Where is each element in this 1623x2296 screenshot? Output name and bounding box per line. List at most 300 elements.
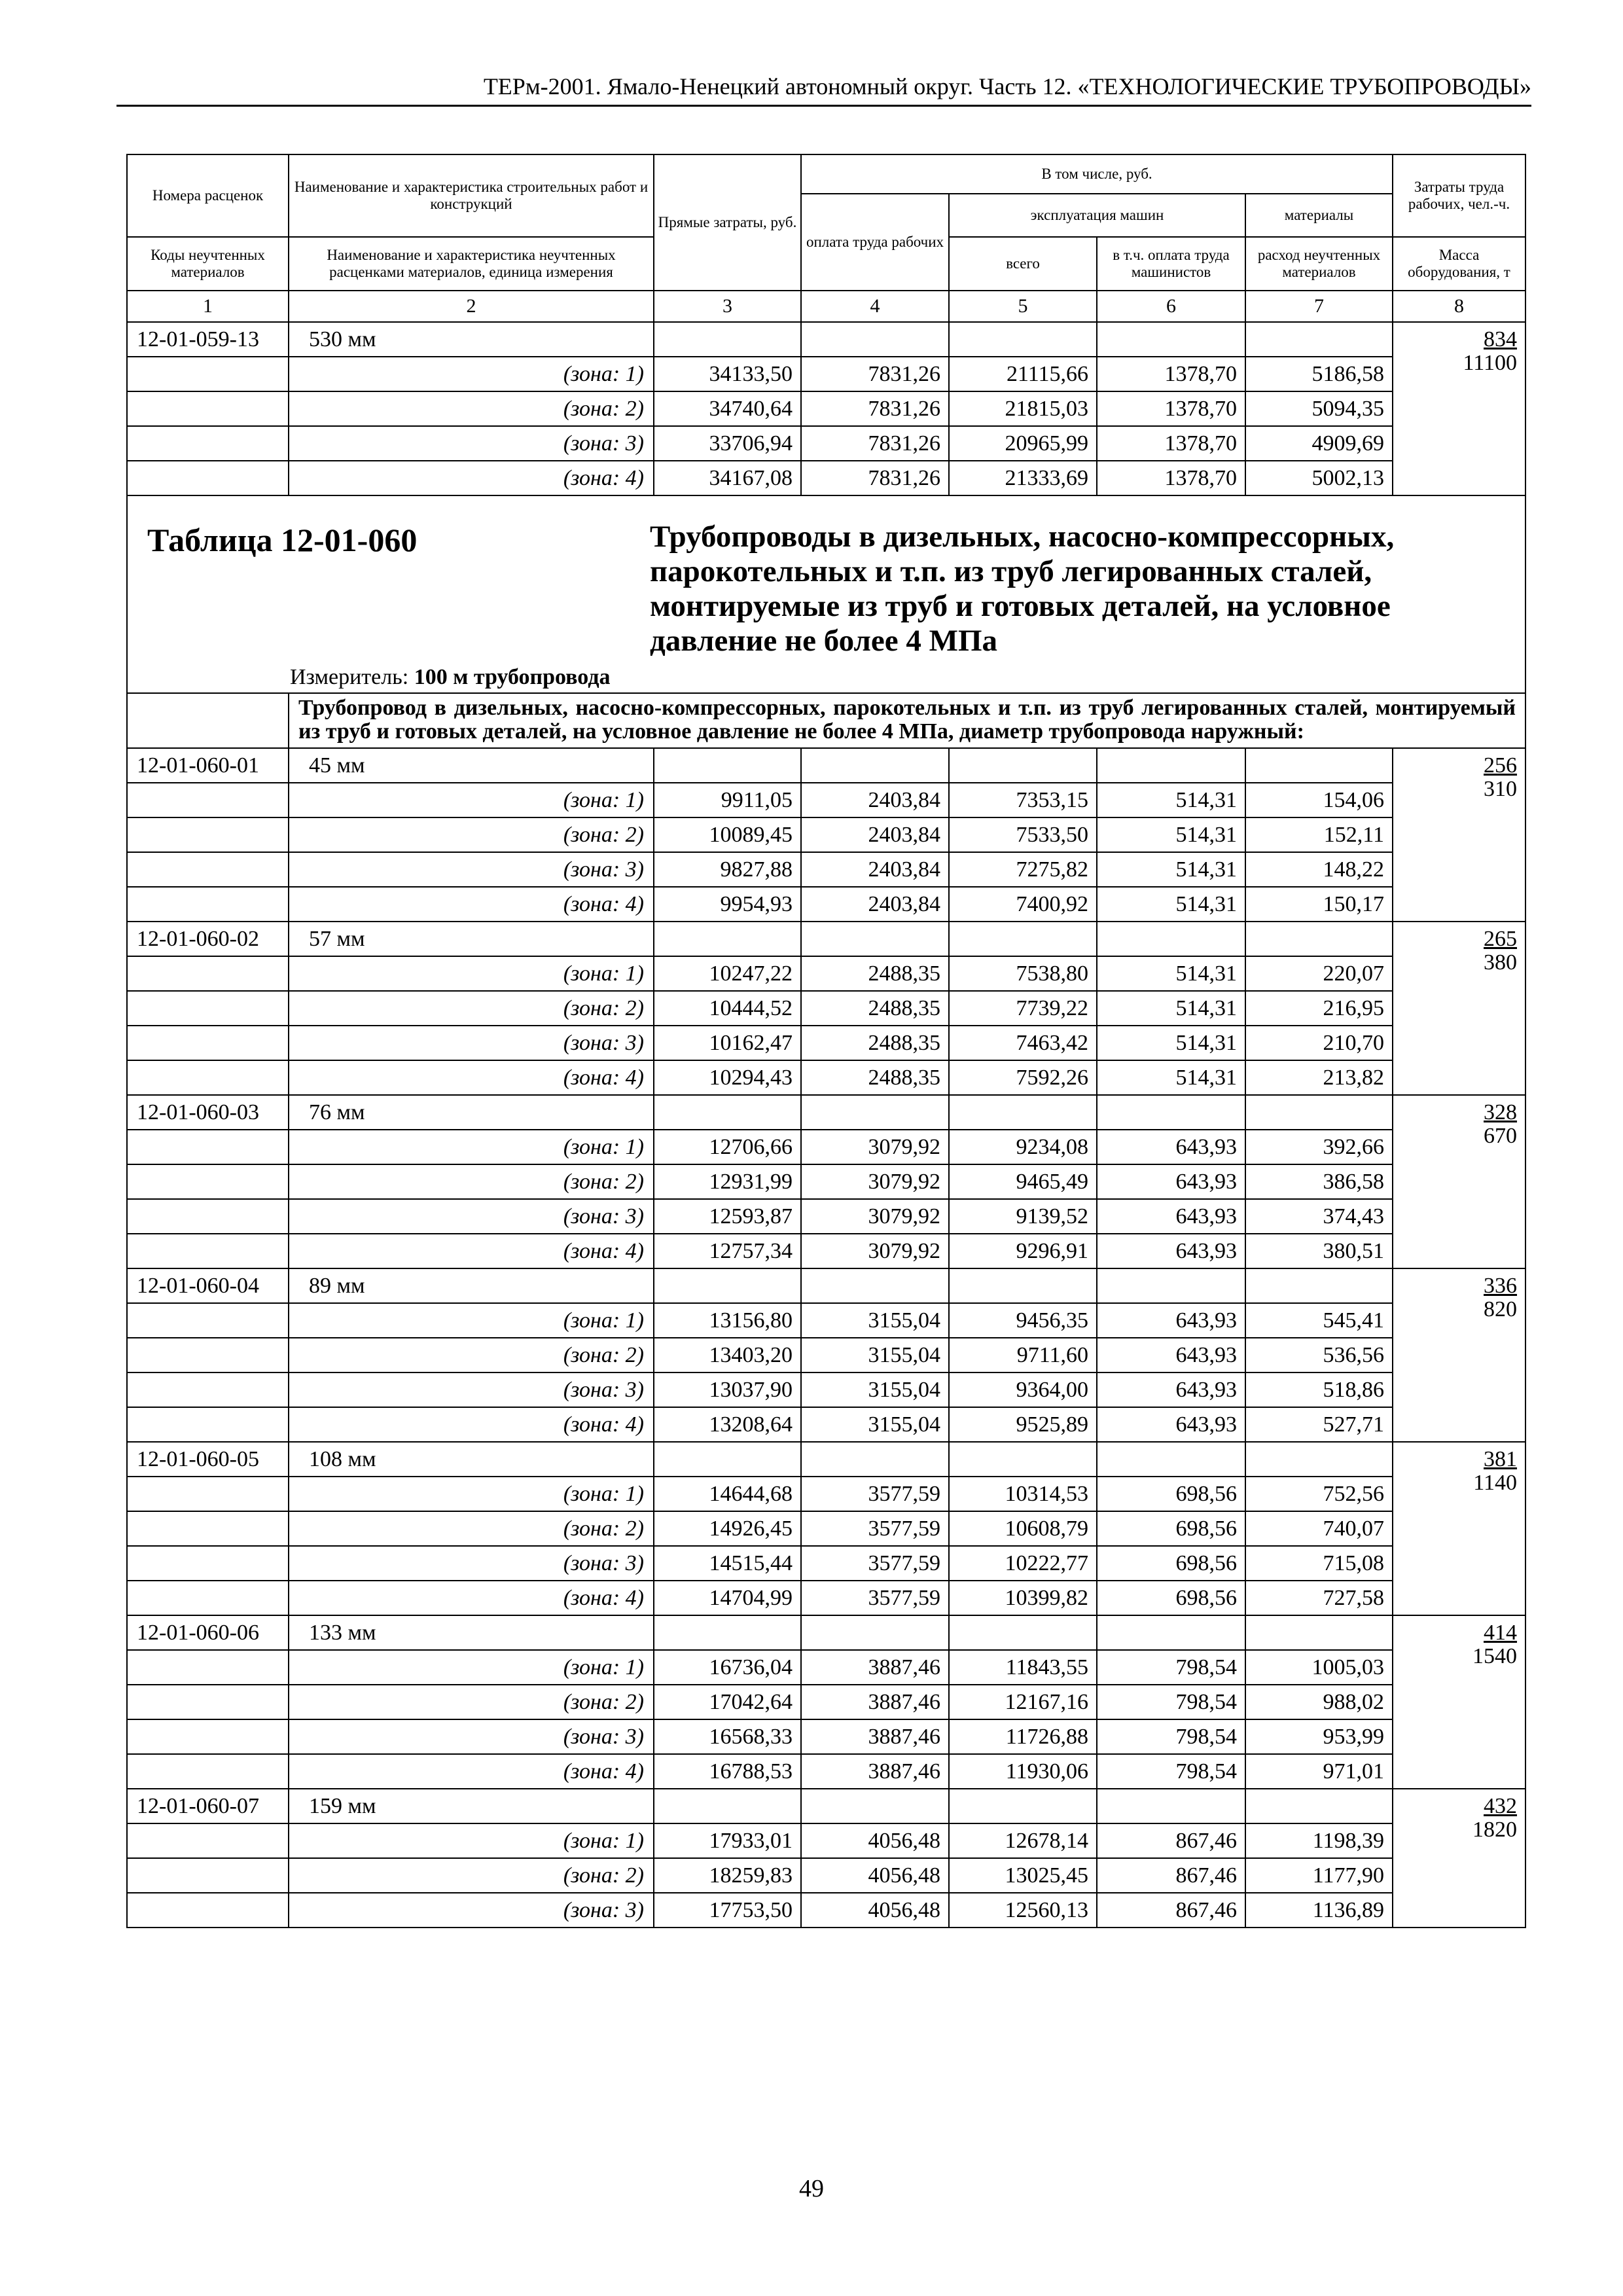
cost-value: 698,56	[1097, 1581, 1245, 1615]
labor-cost-value: 328	[1484, 1100, 1518, 1124]
labor-cost-value: 265	[1484, 927, 1518, 951]
cost-value: 3887,46	[801, 1719, 949, 1754]
empty-cell	[949, 1442, 1097, 1477]
cost-value: 5094,35	[1245, 391, 1393, 426]
cost-value: 34167,08	[654, 461, 801, 495]
empty-cell	[127, 783, 289, 817]
cost-value: 21115,66	[949, 357, 1097, 391]
empty-cell	[1245, 1789, 1393, 1823]
empty-cell	[127, 1407, 289, 1442]
cost-value: 514,31	[1097, 991, 1245, 1026]
empty-cell	[1097, 1268, 1245, 1303]
cost-value: 514,31	[1097, 1060, 1245, 1095]
cost-value: 643,93	[1097, 1372, 1245, 1407]
cost-value: 643,93	[1097, 1130, 1245, 1164]
empty-cell	[1097, 748, 1245, 783]
cost-value: 727,58	[1245, 1581, 1393, 1615]
cost-value: 12167,16	[949, 1685, 1097, 1719]
cost-value: 10608,79	[949, 1511, 1097, 1546]
empty-cell	[949, 1268, 1097, 1303]
unit-of-measure	[290, 665, 611, 690]
cost-value: 698,56	[1097, 1546, 1245, 1581]
rate-name: 159 мм	[289, 1789, 654, 1823]
rate-row	[127, 1789, 1525, 1823]
cost-value: 7463,42	[949, 1026, 1097, 1060]
header-unaccounted-materials: расход неучтенных материалов	[1245, 237, 1393, 291]
cost-value: 3887,46	[801, 1685, 949, 1719]
empty-cell	[127, 1581, 289, 1615]
cost-value: 12593,87	[654, 1199, 801, 1234]
cost-value: 867,46	[1097, 1823, 1245, 1858]
empty-cell	[654, 1268, 801, 1303]
labor-cost-value: 834	[1484, 327, 1518, 351]
cost-value: 4056,48	[801, 1893, 949, 1928]
labor-and-mass	[1393, 922, 1525, 1095]
rate-code: 12-01-060-07	[127, 1789, 289, 1823]
cost-value: 3079,92	[801, 1199, 949, 1234]
cost-value: 1177,90	[1245, 1858, 1393, 1893]
zone-row	[127, 426, 1525, 461]
labor-and-mass	[1393, 1442, 1525, 1615]
zone-row	[127, 1130, 1525, 1164]
cost-value: 7831,26	[801, 391, 949, 426]
cost-value: 10089,45	[654, 817, 801, 852]
header-labor-cost: Затраты труда рабочих, чел.-ч.	[1393, 154, 1525, 237]
cost-value: 3155,04	[801, 1372, 949, 1407]
cost-value: 7592,26	[949, 1060, 1097, 1095]
cost-value: 643,93	[1097, 1199, 1245, 1234]
rate-row	[127, 1268, 1525, 1303]
cost-value: 1378,70	[1097, 426, 1245, 461]
equipment-mass-value: 670	[1484, 1124, 1518, 1148]
zone-label: (зона: 4)	[289, 1754, 654, 1789]
cost-value: 7400,92	[949, 887, 1097, 922]
unit-value: 100 м трубопровода	[414, 665, 611, 689]
equipment-mass-value: 11100	[1463, 351, 1518, 375]
cost-value: 643,93	[1097, 1234, 1245, 1268]
cost-value: 14926,45	[654, 1511, 801, 1546]
labor-cost-value: 256	[1484, 753, 1518, 778]
empty-cell	[127, 852, 289, 887]
zone-label: (зона: 3)	[289, 1893, 654, 1928]
zone-row	[127, 1754, 1525, 1789]
cost-value: 12757,34	[654, 1234, 801, 1268]
rate-row	[127, 1095, 1525, 1130]
cost-value: 18259,83	[654, 1858, 801, 1893]
empty-cell	[127, 887, 289, 922]
group-description: Трубопровод в дизельных, насосно-компрессорных, парокотельных и т.п. из труб легированных сталей, монтируемый из труб и готовых деталей, на условное давление не более 4 МПа, диаметр трубопровода наружный:	[289, 693, 1525, 748]
header-rate-numbers: Номера расценок	[127, 154, 289, 237]
cost-value: 798,54	[1097, 1685, 1245, 1719]
column-number: 4	[801, 291, 949, 322]
cost-value: 4056,48	[801, 1823, 949, 1858]
cost-value: 3887,46	[801, 1650, 949, 1685]
zone-label: (зона: 2)	[289, 817, 654, 852]
empty-cell	[801, 1268, 949, 1303]
empty-cell	[127, 1858, 289, 1893]
cost-value: 9364,00	[949, 1372, 1097, 1407]
cost-value: 10399,82	[949, 1581, 1097, 1615]
cost-value: 9827,88	[654, 852, 801, 887]
empty-cell	[127, 1303, 289, 1338]
rate-name: 76 мм	[289, 1095, 654, 1130]
zone-row	[127, 1893, 1525, 1928]
header-direct-costs: Прямые затраты, руб.	[654, 154, 801, 291]
cost-value: 9296,91	[949, 1234, 1097, 1268]
cost-value: 13037,90	[654, 1372, 801, 1407]
cost-value: 1378,70	[1097, 391, 1245, 426]
empty-cell	[127, 1338, 289, 1372]
cost-value: 2488,35	[801, 1026, 949, 1060]
zone-label: (зона: 3)	[289, 1372, 654, 1407]
cost-value: 3155,04	[801, 1407, 949, 1442]
cost-value: 34740,64	[654, 391, 801, 426]
empty-cell	[949, 922, 1097, 956]
cost-value: 11726,88	[949, 1719, 1097, 1754]
header-machines: эксплуатация машин	[949, 194, 1245, 237]
rate-name: 89 мм	[289, 1268, 654, 1303]
cost-value: 698,56	[1097, 1477, 1245, 1511]
page-number: 49	[799, 2175, 824, 2202]
cost-value: 3155,04	[801, 1338, 949, 1372]
rate-row	[127, 1615, 1525, 1650]
cost-value: 3079,92	[801, 1164, 949, 1199]
zone-row	[127, 1685, 1525, 1719]
cost-value: 10444,52	[654, 991, 801, 1026]
cost-value: 10222,77	[949, 1546, 1097, 1581]
empty-cell	[127, 426, 289, 461]
cost-value: 34133,50	[654, 357, 801, 391]
zone-label: (зона: 1)	[289, 1650, 654, 1685]
labor-cost-value: 432	[1484, 1794, 1518, 1818]
empty-cell	[1245, 922, 1393, 956]
cost-value: 21333,69	[949, 461, 1097, 495]
zone-row	[127, 1234, 1525, 1268]
zone-label: (зона: 2)	[289, 1164, 654, 1199]
empty-cell	[127, 1546, 289, 1581]
zone-row	[127, 956, 1525, 991]
zone-label: (зона: 3)	[289, 1199, 654, 1234]
cost-value: 2403,84	[801, 887, 949, 922]
cost-value: 2488,35	[801, 1060, 949, 1095]
empty-cell	[127, 1685, 289, 1719]
table-title-cell	[127, 495, 1525, 693]
cost-value: 386,58	[1245, 1164, 1393, 1199]
cost-value: 13403,20	[654, 1338, 801, 1372]
empty-cell	[949, 1789, 1097, 1823]
cost-value: 2488,35	[801, 956, 949, 991]
cost-value: 213,82	[1245, 1060, 1393, 1095]
labor-and-mass	[1393, 1615, 1525, 1789]
rate-name: 133 мм	[289, 1615, 654, 1650]
cost-value: 536,56	[1245, 1338, 1393, 1372]
zone-label: (зона: 3)	[289, 852, 654, 887]
empty-cell	[801, 1789, 949, 1823]
zone-label: (зона: 4)	[289, 1060, 654, 1095]
zone-row	[127, 1199, 1525, 1234]
cost-value: 16736,04	[654, 1650, 801, 1685]
empty-cell	[127, 817, 289, 852]
rate-row	[127, 922, 1525, 956]
cost-value: 9954,93	[654, 887, 801, 922]
rate-code: 12-01-060-01	[127, 748, 289, 783]
empty-cell	[1097, 922, 1245, 956]
cost-value: 715,08	[1245, 1546, 1393, 1581]
equipment-mass-value: 310	[1484, 777, 1518, 801]
zone-row	[127, 357, 1525, 391]
table-title-row	[127, 495, 1525, 693]
cost-value: 14515,44	[654, 1546, 801, 1581]
labor-and-mass	[1393, 748, 1525, 922]
cost-value: 9711,60	[949, 1338, 1097, 1372]
cost-value: 5002,13	[1245, 461, 1393, 495]
zone-label: (зона: 3)	[289, 1546, 654, 1581]
zone-row	[127, 1511, 1525, 1546]
empty-cell	[127, 1130, 289, 1164]
zone-label: (зона: 2)	[289, 1858, 654, 1893]
empty-cell	[127, 1060, 289, 1095]
cost-value: 7533,50	[949, 817, 1097, 852]
zone-label: (зона: 1)	[289, 1477, 654, 1511]
labor-and-mass	[1393, 1095, 1525, 1268]
labor-and-mass	[1393, 322, 1525, 495]
empty-cell	[1245, 1442, 1393, 1477]
empty-cell	[1097, 1442, 1245, 1477]
column-number: 1	[127, 291, 289, 322]
header-machines-total: всего	[949, 237, 1097, 291]
rate-code: 12-01-060-02	[127, 922, 289, 956]
cost-value: 21815,03	[949, 391, 1097, 426]
column-number: 2	[289, 291, 654, 322]
cost-value: 988,02	[1245, 1685, 1393, 1719]
cost-value: 12706,66	[654, 1130, 801, 1164]
cost-value: 4056,48	[801, 1858, 949, 1893]
zone-row	[127, 1338, 1525, 1372]
zone-row	[127, 1026, 1525, 1060]
rate-name: 530 мм	[289, 322, 654, 357]
zone-row	[127, 1546, 1525, 1581]
cost-value: 9911,05	[654, 783, 801, 817]
cost-value: 12678,14	[949, 1823, 1097, 1858]
cost-value: 150,17	[1245, 887, 1393, 922]
rate-code: 12-01-060-03	[127, 1095, 289, 1130]
zone-label: (зона: 1)	[289, 357, 654, 391]
cost-value: 11843,55	[949, 1650, 1097, 1685]
cost-value: 9139,52	[949, 1199, 1097, 1234]
cost-value: 3577,59	[801, 1581, 949, 1615]
empty-cell	[654, 1095, 801, 1130]
labor-cost-value: 336	[1484, 1274, 1518, 1298]
cost-value: 3155,04	[801, 1303, 949, 1338]
column-number: 8	[1393, 291, 1525, 322]
empty-cell	[127, 1754, 289, 1789]
empty-cell	[654, 1442, 801, 1477]
empty-cell	[127, 1372, 289, 1407]
rate-row	[127, 1442, 1525, 1477]
cost-value: 17933,01	[654, 1823, 801, 1858]
cost-value: 514,31	[1097, 817, 1245, 852]
cost-value: 2403,84	[801, 817, 949, 852]
cost-value: 154,06	[1245, 783, 1393, 817]
empty-cell	[1245, 1095, 1393, 1130]
column-number: 7	[1245, 291, 1393, 322]
rates-table	[126, 154, 1526, 1928]
equipment-mass-value: 1540	[1472, 1644, 1518, 1668]
cost-value: 643,93	[1097, 1164, 1245, 1199]
empty-cell	[801, 1615, 949, 1650]
empty-cell	[1245, 1615, 1393, 1650]
rate-code: 12-01-060-06	[127, 1615, 289, 1650]
rate-name: 108 мм	[289, 1442, 654, 1477]
column-number: 6	[1097, 291, 1245, 322]
cost-value: 3577,59	[801, 1511, 949, 1546]
zone-label: (зона: 1)	[289, 1823, 654, 1858]
cost-value: 7739,22	[949, 991, 1097, 1026]
cost-value: 514,31	[1097, 852, 1245, 887]
zone-label: (зона: 4)	[289, 1407, 654, 1442]
cost-value: 953,99	[1245, 1719, 1393, 1754]
zone-row	[127, 852, 1525, 887]
zone-label: (зона: 1)	[289, 1303, 654, 1338]
empty-cell	[801, 1095, 949, 1130]
cost-value: 14644,68	[654, 1477, 801, 1511]
cost-value: 798,54	[1097, 1719, 1245, 1754]
cost-value: 33706,94	[654, 426, 801, 461]
cost-value: 867,46	[1097, 1893, 1245, 1928]
empty-cell	[654, 1615, 801, 1650]
cost-value: 10294,43	[654, 1060, 801, 1095]
rate-name: 45 мм	[289, 748, 654, 783]
zone-label: (зона: 1)	[289, 956, 654, 991]
zone-row	[127, 887, 1525, 922]
empty-cell	[949, 1095, 1097, 1130]
cost-value: 148,22	[1245, 852, 1393, 887]
cost-value: 7538,80	[949, 956, 1097, 991]
column-number: 3	[654, 291, 801, 322]
cost-value: 13156,80	[654, 1303, 801, 1338]
zone-row	[127, 1477, 1525, 1511]
zone-row	[127, 1303, 1525, 1338]
zone-label: (зона: 2)	[289, 391, 654, 426]
cost-value: 798,54	[1097, 1650, 1245, 1685]
cost-value: 971,01	[1245, 1754, 1393, 1789]
zone-label: (зона: 2)	[289, 1338, 654, 1372]
cost-value: 2403,84	[801, 783, 949, 817]
empty-cell	[1245, 1268, 1393, 1303]
empty-cell	[127, 391, 289, 426]
cost-value: 17042,64	[654, 1685, 801, 1719]
cost-value: 12560,13	[949, 1893, 1097, 1928]
zone-row	[127, 783, 1525, 817]
zone-row	[127, 1650, 1525, 1685]
zone-label: (зона: 4)	[289, 1234, 654, 1268]
empty-cell	[801, 1442, 949, 1477]
empty-cell	[127, 956, 289, 991]
empty-cell	[1245, 322, 1393, 357]
empty-cell	[1245, 748, 1393, 783]
rate-row	[127, 322, 1525, 357]
empty-cell	[127, 1719, 289, 1754]
labor-and-mass	[1393, 1268, 1525, 1442]
table-title: Трубопроводы в дизельных, насосно-компрессорных, парокотельных и т.п. из труб легированных сталей, монтируемые из труб и готовых деталей, на условное давление не более 4 МПа	[650, 520, 1395, 658]
cost-value: 798,54	[1097, 1754, 1245, 1789]
cost-value: 643,93	[1097, 1407, 1245, 1442]
zone-row	[127, 1164, 1525, 1199]
cost-value: 1136,89	[1245, 1893, 1393, 1928]
zone-row	[127, 991, 1525, 1026]
cost-value: 643,93	[1097, 1303, 1245, 1338]
zone-label: (зона: 4)	[289, 1581, 654, 1615]
header-material-codes: Коды неучтенных материалов	[127, 237, 289, 291]
cost-value: 545,41	[1245, 1303, 1393, 1338]
zone-row	[127, 1858, 1525, 1893]
cost-value: 20965,99	[949, 426, 1097, 461]
cost-value: 1198,39	[1245, 1823, 1393, 1858]
header-materials: материалы	[1245, 194, 1393, 237]
cost-value: 12931,99	[654, 1164, 801, 1199]
rate-code: 12-01-059-13	[127, 322, 289, 357]
zone-label: (зона: 3)	[289, 1026, 654, 1060]
empty-cell	[127, 693, 289, 748]
zone-label: (зона: 4)	[289, 887, 654, 922]
cost-value: 13208,64	[654, 1407, 801, 1442]
cost-value: 9456,35	[949, 1303, 1097, 1338]
empty-cell	[1097, 322, 1245, 357]
empty-cell	[127, 1477, 289, 1511]
cost-value: 7831,26	[801, 461, 949, 495]
labor-and-mass	[1393, 1789, 1525, 1928]
empty-cell	[1097, 1615, 1245, 1650]
rate-code: 12-01-060-04	[127, 1268, 289, 1303]
cost-value: 1005,03	[1245, 1650, 1393, 1685]
cost-value: 643,93	[1097, 1338, 1245, 1372]
cost-value: 392,66	[1245, 1130, 1393, 1164]
zone-row	[127, 461, 1525, 495]
empty-cell	[127, 461, 289, 495]
cost-value: 220,07	[1245, 956, 1393, 991]
cost-value: 7831,26	[801, 357, 949, 391]
group-description-row	[127, 693, 1525, 748]
zone-row	[127, 1372, 1525, 1407]
cost-value: 10314,53	[949, 1477, 1097, 1511]
rate-row	[127, 748, 1525, 783]
equipment-mass-value: 1140	[1473, 1471, 1518, 1495]
cost-value: 4909,69	[1245, 426, 1393, 461]
empty-cell	[1097, 1095, 1245, 1130]
cost-value: 3887,46	[801, 1754, 949, 1789]
cost-value: 514,31	[1097, 887, 1245, 922]
labor-cost-value: 414	[1484, 1621, 1518, 1645]
empty-cell	[654, 1789, 801, 1823]
empty-cell	[127, 357, 289, 391]
zone-row	[127, 391, 1525, 426]
empty-cell	[801, 322, 949, 357]
column-number: 5	[949, 291, 1097, 322]
equipment-mass-value: 380	[1484, 950, 1518, 975]
cost-value: 7353,15	[949, 783, 1097, 817]
zone-row	[127, 817, 1525, 852]
header-work-name: Наименование и характеристика строительных работ и конструкций	[289, 154, 654, 237]
table-label: Таблица 12-01-060	[147, 522, 418, 558]
cost-value: 1378,70	[1097, 461, 1245, 495]
cost-value: 3577,59	[801, 1477, 949, 1511]
zone-row	[127, 1823, 1525, 1858]
zone-label: (зона: 2)	[289, 1685, 654, 1719]
cost-value: 210,70	[1245, 1026, 1393, 1060]
cost-value: 3577,59	[801, 1546, 949, 1581]
cost-value: 10247,22	[654, 956, 801, 991]
rate-code: 12-01-060-05	[127, 1442, 289, 1477]
